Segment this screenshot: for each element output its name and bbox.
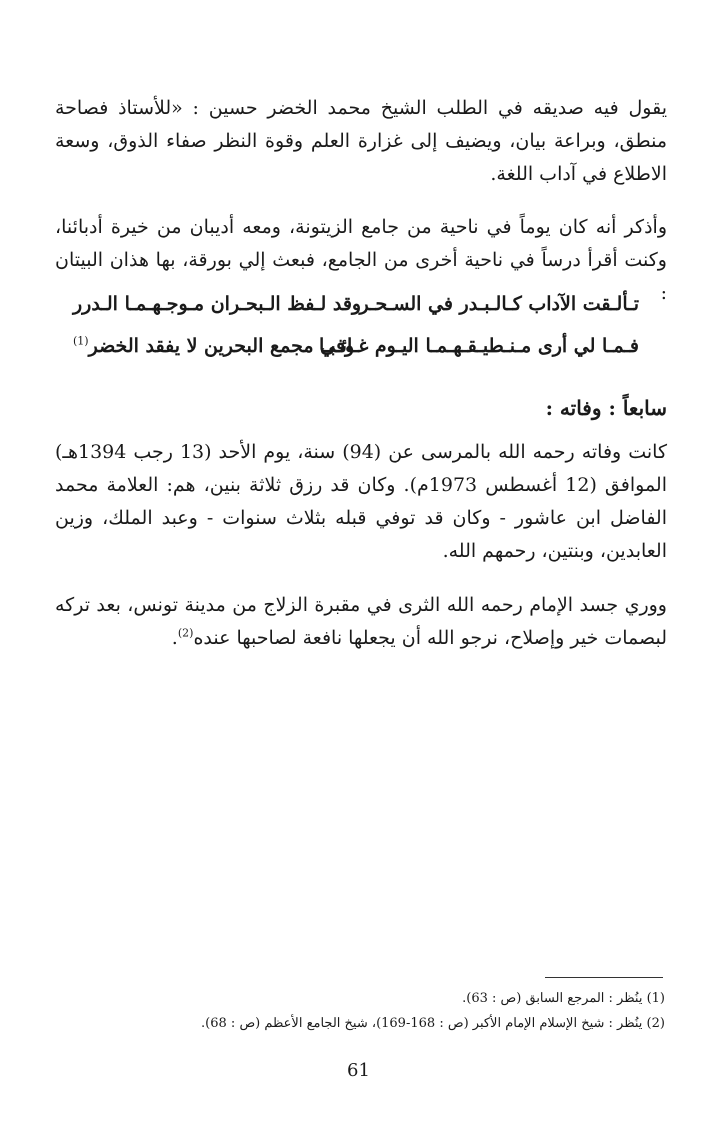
verse-2-first-hemistich: فـمـا لي أرى مـنـطيـقـهـمـا اليـوم غـائـبـا (319, 335, 639, 357)
paragraph-zaytuna-memory: وأذكر أنه كان يوماً في ناحية من جامع الزيتونة، ومعه أديبان من خيرة أدبائنا، وكنت أقرأ درساً في ناحية أخرى من الجامع، فبعث إلي بورقة، بها هذان البيتان : (55, 216, 667, 304)
verse-2-second-hemistich-wrapper (73, 328, 354, 364)
verse-1-second-hemistich: وقد لـفظ الـبحـران مـوجـهـمـا الـدرر (73, 293, 362, 315)
footnote-separator (545, 977, 663, 978)
paragraph-burial (55, 589, 667, 655)
paragraph-quote-friend: يقول فيه صديقه في الطلب الشيخ محمد الخضر حسين : «للأستاذ فصاحة منطق، وبراعة بيان، ويضيف إلى غزارة العلم وقوة النظر صفاء الذوق، وسعة الاطلاع في آداب اللغة. (55, 97, 667, 185)
footnote-ref-1: (1) (73, 334, 89, 348)
poem-verse-1 (55, 286, 667, 322)
section-heading-death: سابعاً : وفاته : (545, 396, 667, 420)
verse-2-second-hemistich: وفي مجمع البحرين لا يفقد الخضر (88, 335, 355, 357)
verse-1-first-hemistich: تـألـقت الآداب كـالـبـدر في السـحـر (359, 293, 639, 315)
poem-verse-2 (55, 328, 667, 364)
paragraph-burial-end: . (171, 627, 178, 649)
paragraph-death-details: كانت وفاته رحمه الله بالمرسى عن (94) سنة، يوم الأحد (13 رجب 1394هـ) الموافق (12 أغسطس 1973م). وكان قد رزق ثلاثة بنين، هم: العلامة محمد الفاضل ابن عاشور - وكان قد توفي قبله بثلاث سنوات - وعبد الملك، وزين العابدين، وبنتين، رحمهم الله. (55, 441, 668, 562)
footnote-1: (1) ينُظر : المرجع السابق (ص : 63). (462, 991, 665, 1006)
paragraph-burial-text: ووري جسد الإمام رحمه الله الثرى في مقبرة الزلاج من مدينة تونس، بعد تركه لبصمات خير وإصلاح، نرجو الله أن يجعلها نافعة لصاحبها عنده (55, 594, 667, 649)
footnote-ref-2: (2) (177, 626, 194, 640)
page-number: 61 (347, 1060, 370, 1081)
footnote-2: (2) ينُظر : شيخ الإسلام الإمام الأكبر (ص : 168-169)، شيخ الجامع الأعظم (ص : 68). (201, 1016, 665, 1031)
